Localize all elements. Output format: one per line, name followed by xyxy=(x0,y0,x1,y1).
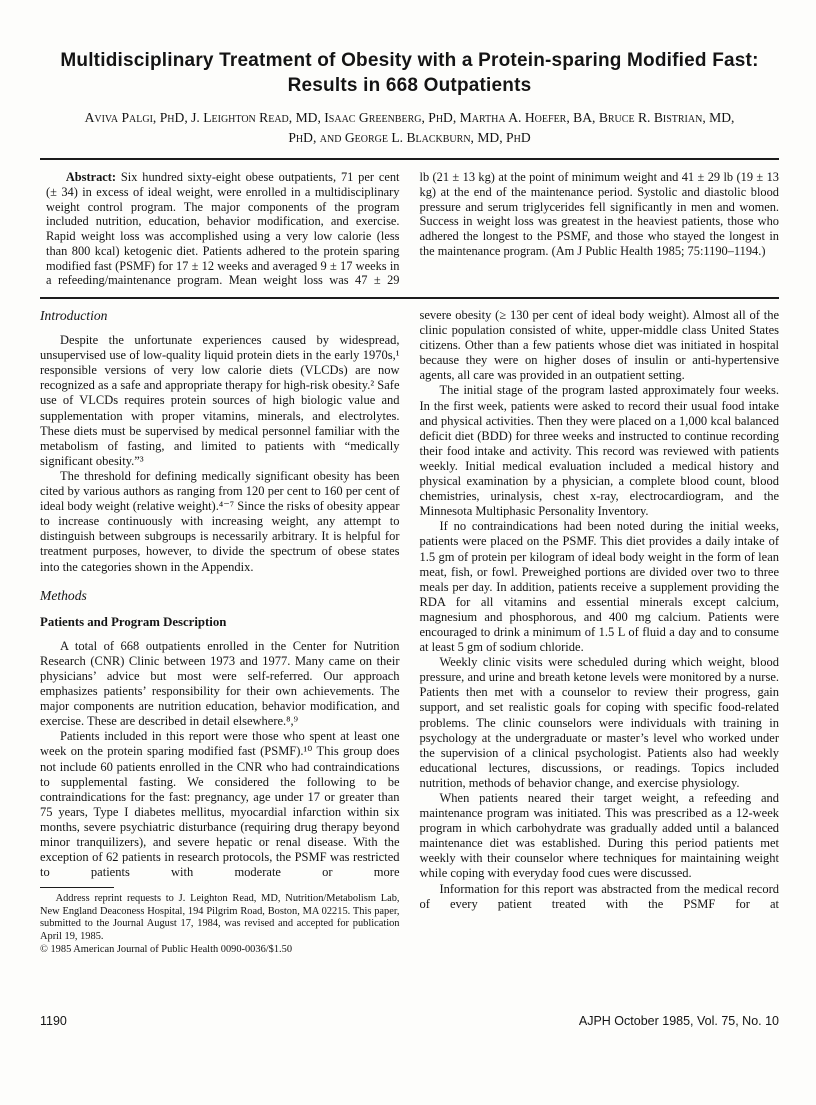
patients-subheading: Patients and Program Description xyxy=(40,614,227,629)
abstract-divider xyxy=(40,297,779,299)
methods-paragraph-5: Weekly clinic visits were scheduled during which weight, blood pressure, and urine and breath ketone levels were monitored by a nurse. Patients then met with a counselor to review their progress, gain support, and set realistic goals for coping with specific food-related problems. The clinic counselors were individuals with training in psychology at the undergraduate or master’s level who worked under the supervision of a clinical psychologist. Patients also had weekly educational lectures, discussions, or readings. Topics included nutrition, methods of behavior change, and exercise physiology. xyxy=(419,655,779,790)
reprint-footnote: Address reprint requests to J. Leighton Read, MD, Nutrition/Metabolism Lab, New England Deaconess Hospital, 194 Pilgrim Road, Boston, MA 02215. This paper, submitted to the Journal August 17, 1984, was revised and accepted for publication April 19, 1985. xyxy=(40,893,400,942)
abstract-section xyxy=(40,170,779,288)
methods-paragraph-4: If no contraindications had been noted during the initial weeks, patients were placed on the PSMF. This diet provides a daily intake of 1.5 gm of protein per kilogram of ideal body weight in the form of lean meat, fish, or fowl. Preweighed portions are divided over two to three meals per day. In addition, patients receive a supplement providing the RDA for all vitamins and essential minerals except calcium, magnesium and phosphorous, and 400 mg calcium. Patients were encouraged to drink a minimum of 1.5 L of fluid a day and to consume at least 5 gm of sodium chloride. xyxy=(419,519,779,655)
article-title-line1: Multidisciplinary Treatment of Obesity with a Protein-sparing Modified Fast: xyxy=(60,50,759,71)
article-body xyxy=(40,308,779,957)
page-content xyxy=(0,48,816,957)
methods-heading: Methods xyxy=(40,587,87,603)
page-number: 1190 xyxy=(40,1014,67,1028)
introduction-heading: Introduction xyxy=(40,308,108,323)
methods-paragraph-2-continued: severe obesity (≥ 130 per cent of ideal body weight). Almost all of the clinic population consisted of white, upper-middle class United States citizens. Other than a few patients whose diet was initiated in hospital because they were on higher doses of insulin or anti-hypertensive agents, all care was provided in an outpatient setting. xyxy=(419,308,779,383)
copyright-footnote: © 1985 American Journal of Public Health 0090-0036/$1.50 xyxy=(40,944,293,956)
footnote-divider xyxy=(40,887,114,888)
methods-paragraph-1: A total of 668 outpatients enrolled in the Center for Nutrition Research (CNR) Clinic between 1973 and 1977. Many came on their physicians’ advice but most were self-referred. Our approach emphasizes patients’ responsibility for their own achievements. The major components are nutrition education, behavior modification, and exercise. These are described in detail elsewhere.⁸,⁹ xyxy=(40,638,400,729)
abstract-left-text: Six hundred sixty-eight obese outpatients, 71 per cent (± 34) in excess of ideal weight, were enrolled in a multidisciplinary weight control program. The major components of the program included nutrition, education, behavior modification, and exercise. Rapid weight loss was accomplished using a very low calorie (less than 800 kcal) ketogenic diet. Patients adhered to the protein sparing modified fast (PSMF) for 17 ± 12 weeks and averaged 9 ± 17 weeks in a refeeding/maintenance program. Mean weight loss was 47 ± 29 xyxy=(46,170,400,288)
article-title xyxy=(40,48,779,98)
page-footer xyxy=(40,1014,779,1028)
abstract-right-column: lb (21 ± 13 kg) at the point of minimum weight and 41 ± 29 lb (19 ± 13 kg) at the end of the maintenance period. Systolic and diastolic blood pressure and serum triglycerides fell significantly in men and women. Success in weight loss was greatest in the heaviest patients, those who adhered the longest to the PSMF, and those who stayed the longest in the maintenance program. (Am J Public Health 1985; 75:1190–1194.) xyxy=(419,170,779,258)
author-byline: Aviva Palgi, PhD, J. Leighton Read, MD, Isaac Greenberg, PhD, Martha A. Hoefer, BA, Bruce R. Bistrian, MD, PhD, and George L. Blackburn, MD, PhD xyxy=(84,110,735,145)
journal-issue-info: AJPH October 1985, Vol. 75, No. 10 xyxy=(578,1014,779,1028)
methods-paragraph-2: Patients included in this report were those who spent at least one week on the protein sparing modified fast (PSMF).¹⁰ This group does not include 60 patients enrolled in the CNR who had contraindications to supplemental fasting. We considered the following to be contraindications for the fast: pregnancy, age under 17 or greater than 75 years, Type I diabetes mellitus, myocardial infarction within six months, severe psychiatric disturbance (requiring drug therapy beyond minor tranquilizers), and severe hepatic or renal disease. With the exception of 62 patients in research protocols, the PSMF was restricted to patients with moderate or more xyxy=(40,729,400,880)
intro-paragraph-2: The threshold for defining medically significant obesity has been cited by various authors as ranging from 120 per cent to 160 per cent of ideal body weight (relative weight).⁴⁻⁷ Since the risks of obesity appear to increase continuously with increasing weight, any attempt to distinguish between subgroups is necessarily arbitrary. It is helpful for treatment purposes, however, to divide the spectrum of obese states into the categories shown in the Appendix. xyxy=(40,468,400,574)
article-title-line2: Results in 668 Outpatients xyxy=(287,75,532,96)
body-left-column xyxy=(40,308,400,957)
body-right-column xyxy=(420,308,780,957)
methods-paragraph-7: Information for this report was abstracted from the medical record of every patient treated with the PSMF for at xyxy=(419,881,779,911)
header-divider xyxy=(40,158,779,160)
methods-paragraph-3: The initial stage of the program lasted approximately four weeks. In the first week, patients were asked to record their usual food intake and physical activities. Then they were placed on a 1,000 kcal balanced deficit diet (BDD) for three weeks and instructed to continue recording their food intake and activity. This record was reviewed with patients weekly. Initial medical evaluation included a medical history and physical examination by a physician, a complete blood count, blood chemistries, urinalysis, chest x-ray, electrocardiogram, and the Minnesota Multiphasic Personality Inventory. xyxy=(419,383,779,519)
abstract-label: Abstract: xyxy=(65,170,117,184)
methods-paragraph-6: When patients neared their target weight, a refeeding and maintenance program was initiated. This was prescribed as a 12-week program in which carbohydrate was gradually added until a balanced maintenance diet was established. During this period patients met weekly with their counselor where techniques for maintaining weight while coping with everyday food cues were discussed. xyxy=(419,791,779,881)
intro-paragraph-1: Despite the unfortunate experiences caused by widespread, unsupervised use of low-quality liquid protein diets in the early 1970s,¹ responsible versions of very low calorie diets (VLCDs) are now recognized as a safe and appropriate therapy for high-risk obesity.² Safe use of VLCDs requires protein sources of high biologic value and supplementation with proper vitamins, minerals, and electrolytes. These diets must be supervised by medical personnel familiar with the metabolism of fasting, and limited to patients with “medically significant obesity.”³ xyxy=(40,333,400,468)
abstract-left-column xyxy=(40,170,400,288)
